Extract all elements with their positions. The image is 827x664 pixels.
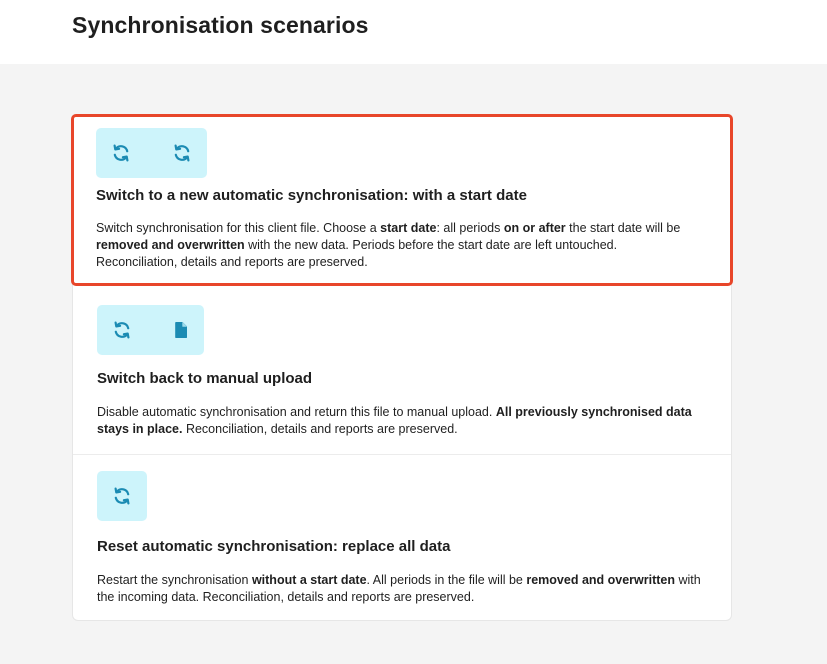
scenario-title: Reset automatic synchronisation: replace all data — [97, 538, 451, 555]
scenario-title: Switch back to manual upload — [97, 370, 313, 387]
scenario-list — [72, 115, 732, 621]
scenario-reset-sync[interactable] — [73, 456, 731, 622]
scenario-icon-box — [96, 128, 207, 178]
scenario-title: Switch to a new automatic synchronisation: with a start date — [96, 187, 527, 204]
sync-icon — [112, 320, 132, 340]
scenario-icon-box — [97, 471, 147, 521]
scenario-new-sync-with-start-date[interactable] — [71, 114, 733, 286]
file-icon — [171, 320, 191, 340]
scenario-description: Restart the synchronisation without a start date. All periods in the file will be removed and overwritten with the incoming data. Reconciliation, details and reports are preserved. — [97, 573, 701, 604]
scenario-icon-box — [97, 305, 204, 355]
page-header — [0, 0, 827, 64]
sync-icon — [112, 486, 132, 506]
scenario-description: Disable automatic synchronisation and return this file to manual upload. All previously synchronised data stays in place. Reconciliation, details and reports are preserved. — [97, 405, 692, 436]
sync-icon — [111, 143, 131, 163]
scenario-manual-upload[interactable] — [73, 288, 731, 455]
scenario-description: Switch synchronisation for this client file. Choose a start date: all periods on or after the start date will be removed and overwritten with the new data. Periods before the start date are left untouched. Reconciliation, details and reports are preserved. — [96, 221, 681, 269]
sync-icon — [172, 143, 192, 163]
page-title: Synchronisation scenarios — [72, 12, 369, 38]
